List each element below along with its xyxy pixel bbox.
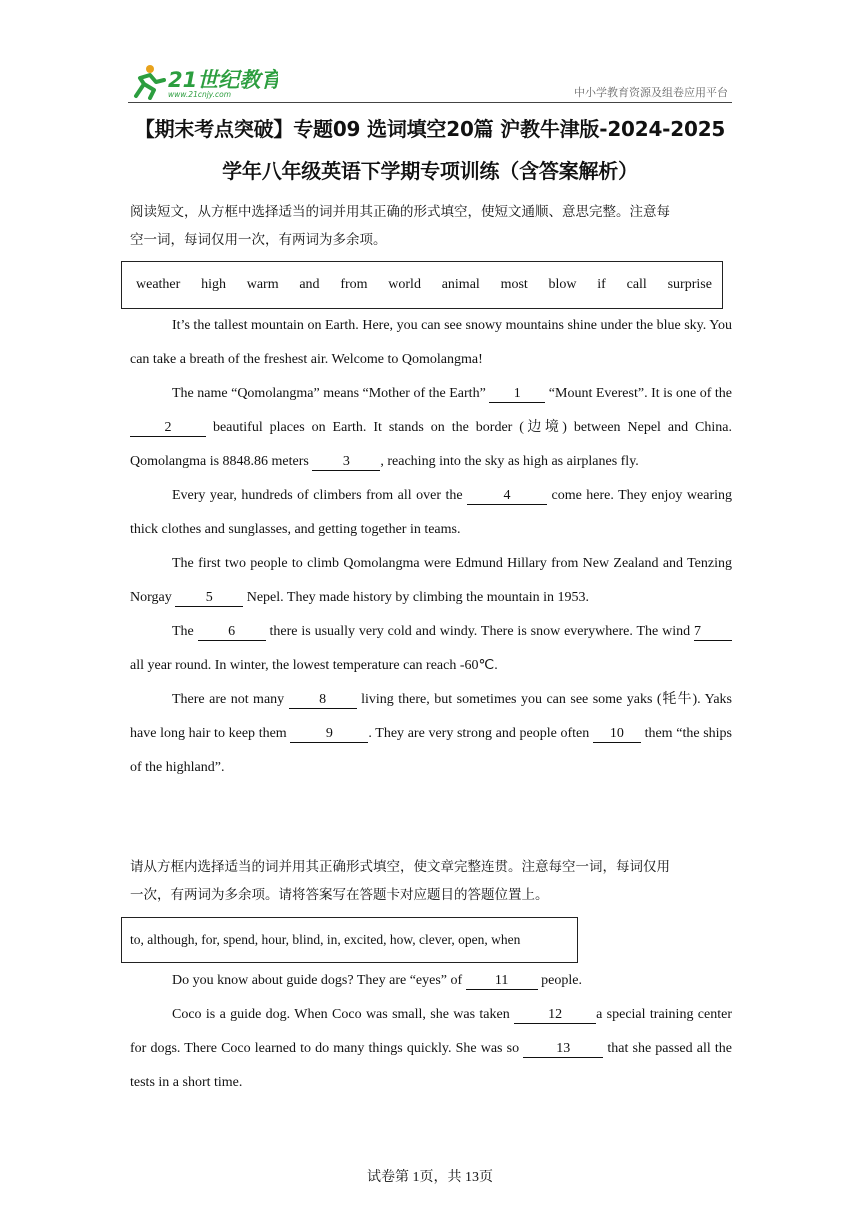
blank-10[interactable]: 10: [593, 726, 641, 743]
word-option: and: [299, 277, 320, 292]
word-list: to, although, for, spend, hour, blind, in, excited, how, clever, open, when: [130, 932, 521, 947]
word-option: call: [626, 277, 647, 292]
word-box-2: [121, 917, 578, 963]
instructions-line: 一次，有两词为多余项。请将答案写在答题卡对应题目的答题位置上。: [130, 887, 549, 903]
blank-3[interactable]: 3: [312, 454, 380, 471]
word-option: animal: [441, 277, 480, 292]
word-option: from: [340, 277, 368, 292]
word-option: world: [388, 277, 421, 292]
section2-passage: [130, 964, 732, 1100]
word-option: most: [500, 277, 528, 292]
title-line-2: 学年八年级英语下学期专项训练（含答案解析）: [222, 159, 638, 183]
paragraph: There are not many 8 living there, but sometimes you can see some yaks (牦牛). Yaks have long hair to keep them 9 . They are very strong and people often 10 them “the ships of the highland”.: [130, 692, 732, 775]
paragraph: Every year, hundreds of climbers from all over the 4 come here. They enjoy wearing thick clothes and sunglasses, and getting together in teams.: [130, 488, 732, 537]
paragraph: It’s the tallest mountain on Earth. Here, you can see snowy mountains shine under the blue sky. You can take a breath of the freshest air. Welcome to Qomolangma!: [130, 318, 732, 367]
instructions-line: 空一词，每词仅用一次，有两词为多余项。: [130, 232, 387, 248]
logo-text: 21世纪教育: [168, 68, 278, 92]
word-option: weather: [136, 277, 181, 292]
blank-4[interactable]: 4: [467, 488, 547, 505]
paragraph: Do you know about guide dogs? They are “eyes” of 11 people.: [172, 973, 582, 988]
instructions-line: 阅读短文，从方框中选择适当的词并用其正确的形式填空，使短文通顺、意思完整。注意每: [130, 204, 670, 220]
platform-label: 中小学教育资源及组卷应用平台: [574, 86, 728, 99]
paragraph: The 6 there is usually very cold and windy. There is snow everywhere. The wind 7 all year round. In winter, the lowest temperature can reach -60℃.: [130, 615, 732, 683]
logo-url: www.21cnjy.com: [168, 90, 232, 99]
blank-13[interactable]: 13: [523, 1041, 603, 1058]
runner-logo-icon: [128, 62, 278, 100]
blank-12[interactable]: 12: [514, 1007, 596, 1024]
instructions-line: 请从方框内选择适当的词并用其正确形式填空，使文章完整连贯。注意每空一词，每词仅用: [130, 859, 670, 875]
blank-5[interactable]: 5: [175, 590, 243, 607]
page-footer: 试卷第 1页，共 13页: [367, 1170, 493, 1185]
section1-passage: [130, 309, 732, 785]
word-option: blow: [548, 277, 577, 292]
paragraph: Coco is a guide dog. When Coco was small, she was taken 12 a special training center for dogs. There Coco learned to do many things quickly. She was so 13 that she passed all the tests in a short time.: [130, 1007, 733, 1090]
page-header: [128, 62, 732, 103]
paragraph: The first two people to climb Qomolangma were Edmund Hillary from New Zealand and Tenzing Norgay 5 Nepel. They made history by climbing the mountain in 1953.: [130, 556, 732, 605]
section1-instructions: [130, 201, 732, 251]
word-option: warm: [246, 277, 279, 292]
title-line-1: 【期末考点突破】专题09 选词填空20篇 沪教牛津版-2024-2025: [134, 117, 726, 141]
blank-1[interactable]: 1: [489, 386, 545, 403]
blank-9[interactable]: 9: [290, 726, 368, 743]
paragraph: The name “Qomolangma” means “Mother of the Earth” 1 “Mount Everest”. It is one of the 2 beautiful places on Earth. It stands on the border (边境) between Nepel and China. Qomolangma is 8848.86 meters 3 , reaching into the sky as high as airplanes fly.: [130, 386, 732, 469]
word-option: surprise: [667, 277, 712, 292]
word-box-1: [121, 261, 723, 309]
blank-11[interactable]: 11: [466, 973, 538, 990]
blank-2[interactable]: 2: [130, 420, 206, 437]
logo: [128, 62, 278, 100]
blank-6[interactable]: 6: [198, 624, 266, 641]
word-option: high: [201, 277, 226, 292]
word-option: if: [597, 277, 606, 292]
blank-8[interactable]: 8: [289, 692, 357, 709]
blank-7[interactable]: 7: [694, 624, 732, 641]
section2-instructions: [130, 856, 732, 906]
